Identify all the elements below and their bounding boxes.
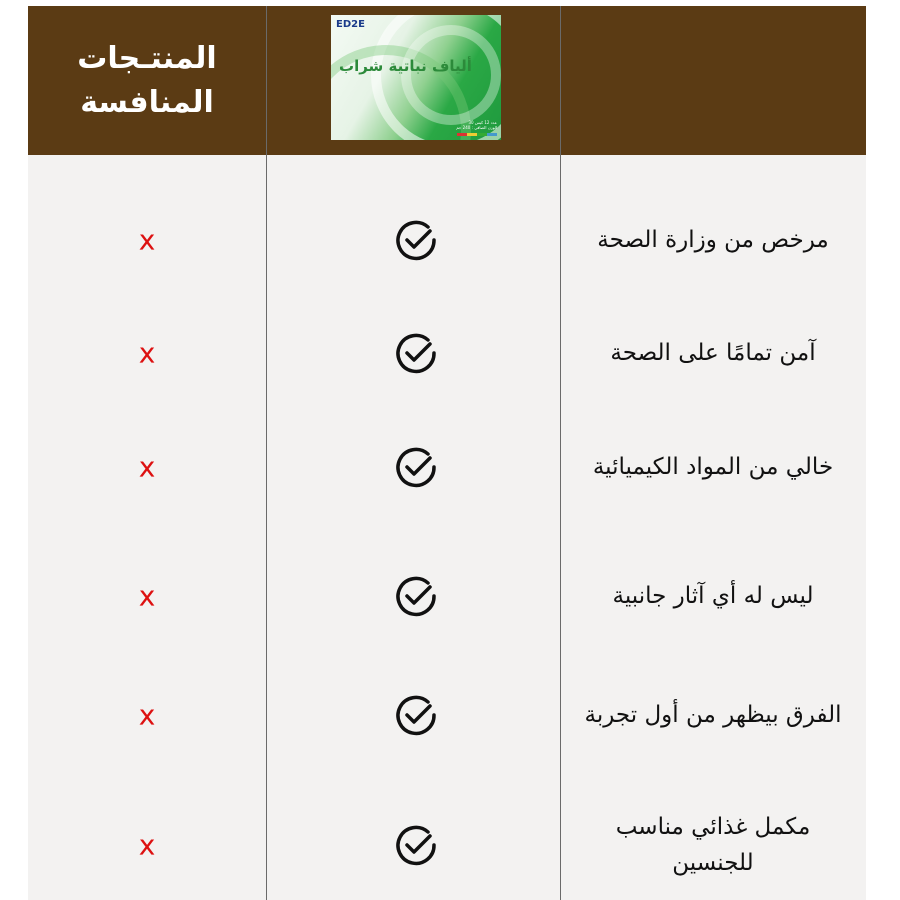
- check-circle-icon: [394, 331, 438, 375]
- product-image: [331, 15, 501, 140]
- competitors-header-cell: [28, 6, 266, 155]
- product-footer-line: 30 عدد 12 كيس: [468, 120, 497, 125]
- product-name: ألياف نباتية شراب: [339, 57, 472, 75]
- x-mark: x: [138, 336, 156, 370]
- feature-label: مرخص من وزارة الصحة: [597, 227, 829, 253]
- competitors-title: المنتـجات المنافسة: [77, 40, 217, 120]
- product-footer: [456, 120, 497, 130]
- comparison-table: [28, 6, 866, 900]
- feature-label: ليس له أي آثار جانبية: [612, 583, 814, 609]
- check-circle-icon: [394, 823, 438, 867]
- feature-label: آمن تمامًا على الصحة: [610, 340, 816, 366]
- x-mark: x: [138, 828, 156, 862]
- check-circle-icon: [394, 693, 438, 737]
- feature-label: الفرق بيظهر من أول تجربة: [584, 702, 842, 728]
- column-divider: [266, 6, 267, 900]
- x-mark: x: [138, 579, 156, 613]
- table-header: [28, 6, 866, 155]
- feature-label: خالي من المواد الكيميائية: [592, 454, 834, 480]
- check-circle-icon: [394, 218, 438, 262]
- product-footer-line: الوزن الصافي : 240 جم: [456, 125, 497, 130]
- check-circle-icon: [394, 574, 438, 618]
- check-circle-icon: [394, 445, 438, 489]
- product-brand: ED2E: [336, 19, 365, 30]
- feature-label: مكمل غذائي مناسب للجنسين: [615, 814, 811, 876]
- product-color-bar: [457, 133, 497, 136]
- x-mark: x: [138, 698, 156, 732]
- x-mark: x: [138, 450, 156, 484]
- x-mark: x: [138, 223, 156, 257]
